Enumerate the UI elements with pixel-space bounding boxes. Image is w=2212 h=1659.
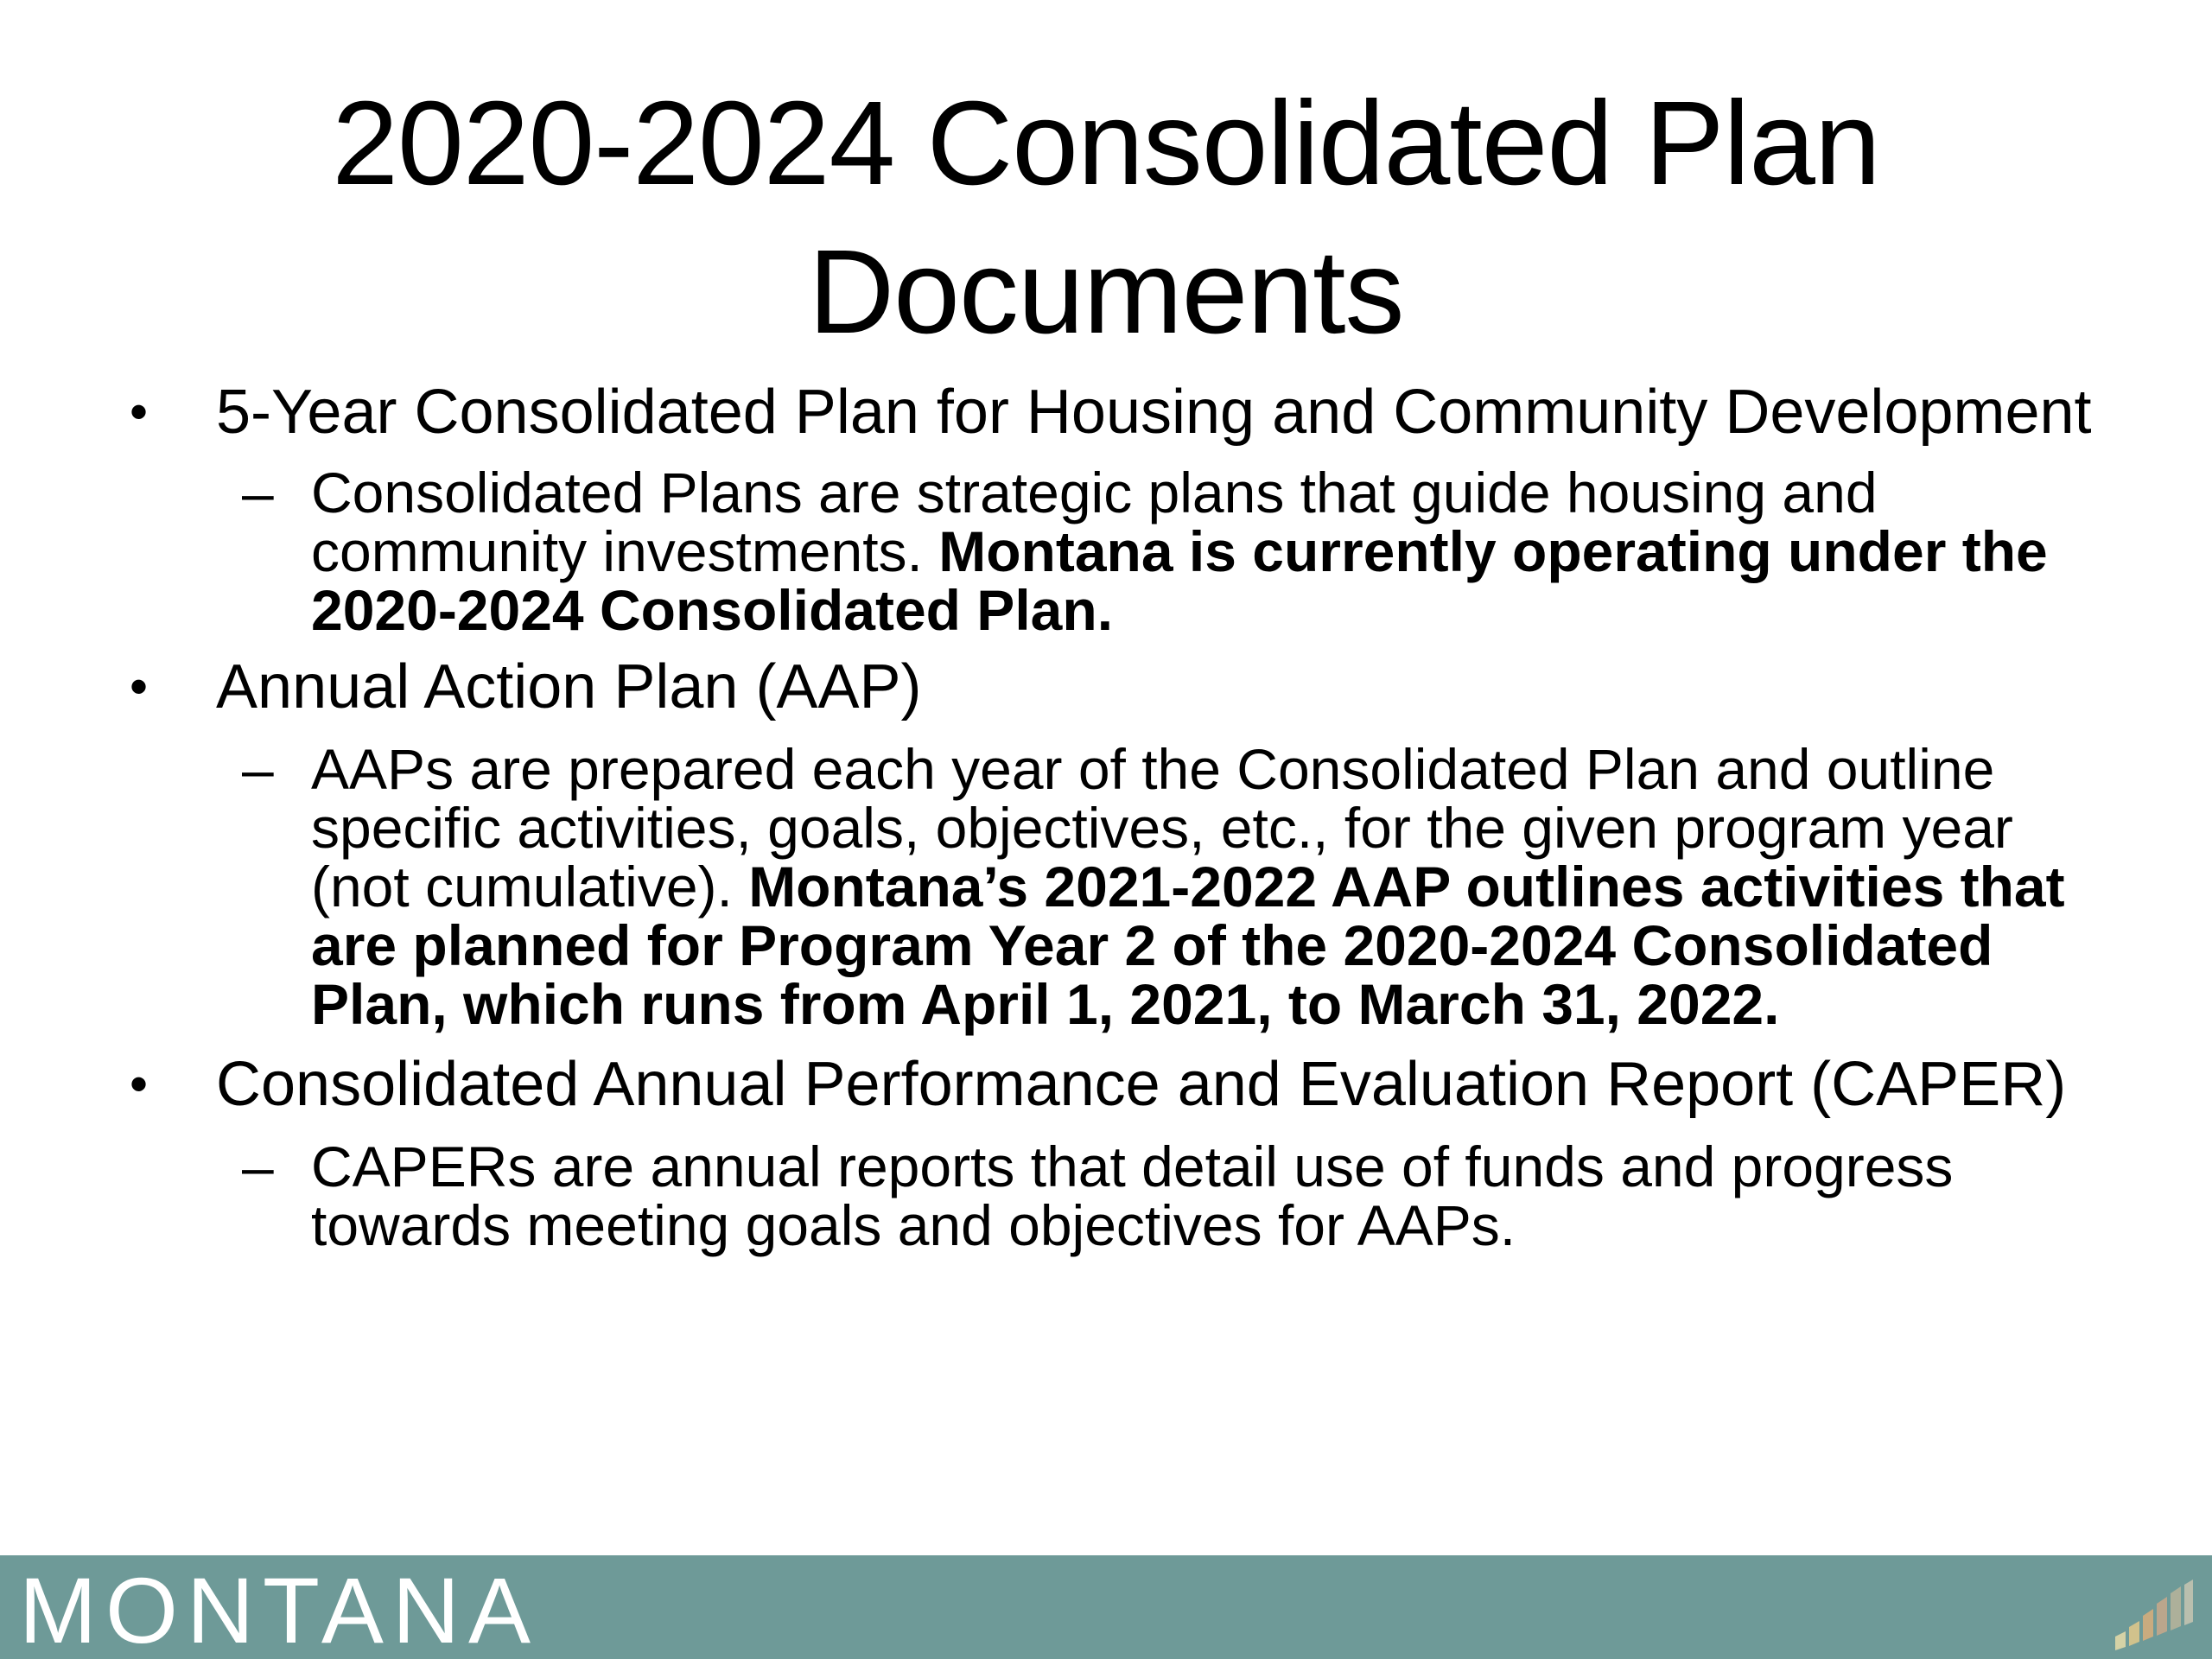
bullet-icon: • <box>130 1055 149 1113</box>
brand-wordmark: MONTANA <box>19 1558 539 1659</box>
dash-icon: – <box>242 737 274 801</box>
sub-item-caper <box>130 1137 2108 1255</box>
bullet-text: Annual Action Plan (AAP) <box>216 652 922 721</box>
bullet-item-annual-action-plan <box>130 652 2108 721</box>
sub-item-annual-action-plan <box>130 737 2108 1036</box>
bullet-item-consolidated-plan <box>130 378 2108 447</box>
sub-text: Consolidated Plans are strategic plans that guide housing and community investments. <box>311 461 1878 583</box>
footer-bar <box>0 1555 2212 1659</box>
bullet-icon: • <box>130 658 149 715</box>
slide-content <box>130 380 2108 1255</box>
bullet-icon: • <box>130 383 149 441</box>
bullet-item-caper <box>130 1050 2108 1119</box>
slide-title <box>156 69 2056 366</box>
title-line-2: Documents <box>808 226 1404 359</box>
dash-icon: – <box>242 461 274 524</box>
sub-text-bold: Montana’s 2021-2022 AAP outlines activities that are planned for Program Year 2 of the 2020-2024 Consolidated Plan, which runs from April 1, 2021, to March 31, 2022. <box>311 855 2065 1036</box>
sub-text: AAPs are prepared each year of the Consolidated Plan and outline specific activities, goals, objectives, etc., for the given program year (not cumulative). <box>311 737 2013 918</box>
sub-text-bold: Montana is currently operating under the 2020-2024 Consolidated Plan. <box>311 519 2048 642</box>
bullet-text: Consolidated Annual Performance and Evaluation Report (CAPER) <box>216 1050 2067 1119</box>
title-line-1: 2020-2024 Consolidated Plan <box>332 77 1880 210</box>
dash-icon: – <box>242 1135 274 1198</box>
montana-bars-logo-icon <box>2110 1571 2196 1657</box>
sub-item-consolidated-plan <box>130 461 2108 642</box>
sub-text: CAPERs are annual reports that detail use of funds and progress towards meeting goals and objectives for AAPs. <box>311 1135 1954 1257</box>
bullet-text: 5-Year Consolidated Plan for Housing and Community Development <box>216 378 2092 447</box>
